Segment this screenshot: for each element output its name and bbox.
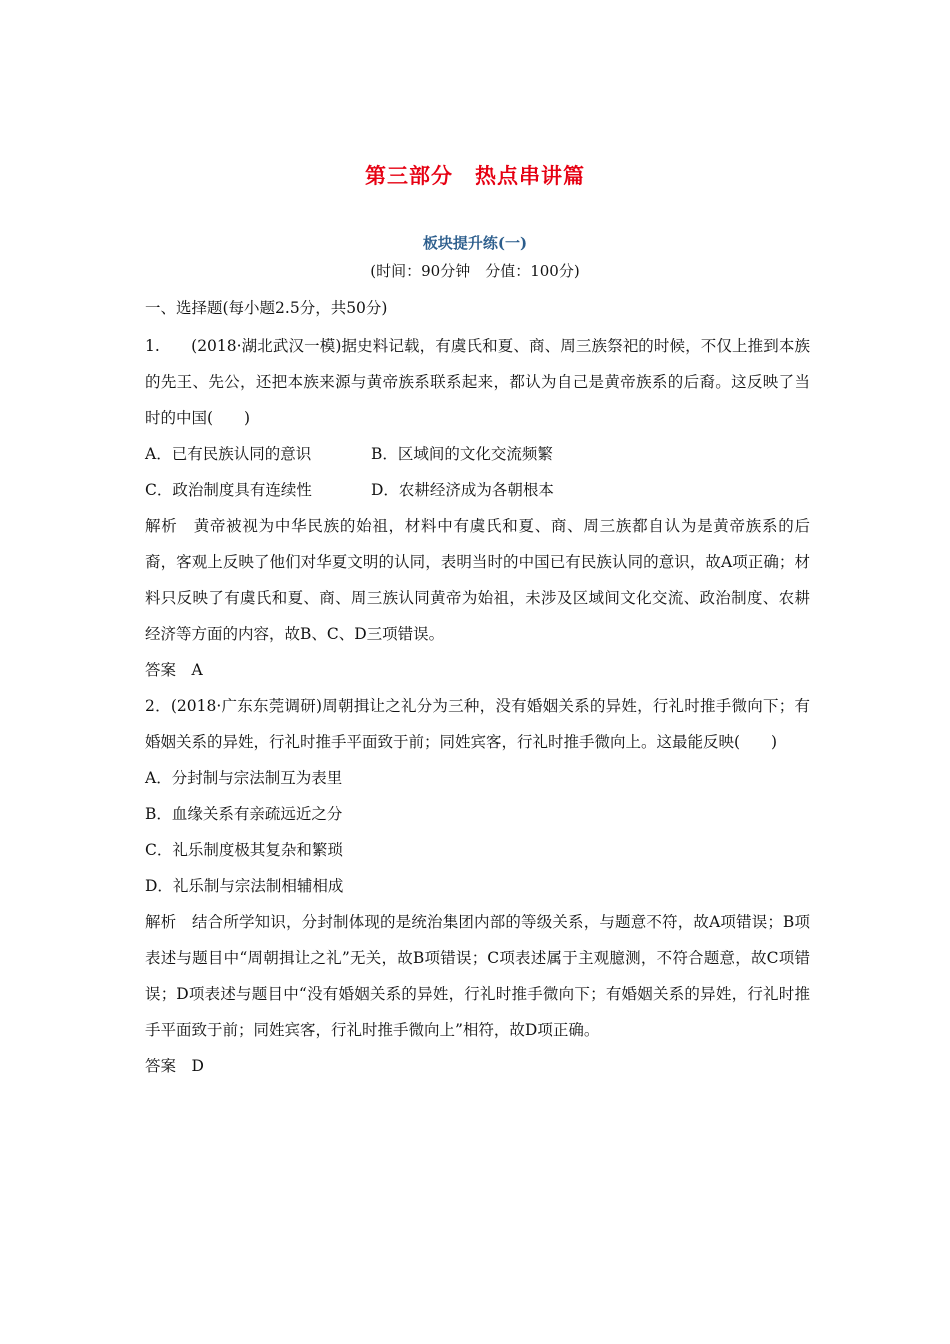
question-1-options-row-1 xyxy=(145,436,810,472)
question-2-analysis: 解析 结合所学知识，分封制体现的是统治集团内部的等级关系，与题意不符，故A项错误；B项表述与题目中“周朝揖让之礼”无关，故B项错误；C项表述属于主观臆测，不符合题意，故C项错误；D项表述与题目中“没有婚姻关系的异姓，行礼时推手微向下；有婚姻关系的异姓，行礼时推手平面致于前；同姓宾客，行礼时推手微向上”相符，故D项正确。 xyxy=(145,913,810,1039)
section-heading: 一、选择题(每小题2.5分，共50分) xyxy=(145,299,388,317)
question-1-options-row-2 xyxy=(145,472,810,508)
question-2-option-a: A．分封制与宗法制互为表里 xyxy=(145,769,343,787)
question-2-option-d: D．礼乐制与宗法制相辅相成 xyxy=(145,877,344,895)
page-title: 第三部分 热点串讲篇 xyxy=(365,163,585,188)
question-1-stem: 1. (2018·湖北武汉一模)据史料记载，有虞氏和夏、商、周三族祭祀的时候，不仅上推到本族的先王、先公，还把本族来源与黄帝族系联系起来，都认为自己是黄帝族系的后裔。这反映了当时的中国( ) xyxy=(145,337,810,427)
question-2-option-b: B．血缘关系有亲疏远近之分 xyxy=(145,805,343,823)
question-1-option-a: A．已有民族认同的意识 xyxy=(145,445,312,463)
question-1-analysis: 解析 黄帝被视为中华民族的始祖，材料中有虞氏和夏、商、周三族都自认为是黄帝族系的后裔，客观上反映了他们对华夏文明的认同，表明当时的中国已有民族认同的意识，故A项正确；材料只反映了有虞氏和夏、商、周三族认同黄帝为始祖，未涉及区域间文化交流、政治制度、农耕经济等方面的内容，故B、C、D三项错误。 xyxy=(145,517,810,643)
question-1-option-b: B．区域间的文化交流频繁 xyxy=(371,445,553,463)
time-score-info: (时间：90分钟 分值：100分) xyxy=(370,262,580,280)
question-2-answer: 答案 D xyxy=(145,1057,204,1075)
question-1-answer: 答案 A xyxy=(145,661,203,679)
exercise-content xyxy=(145,290,810,1084)
section-subtitle: 板块提升练(一) xyxy=(422,234,528,252)
question-2-stem: 2．(2018·广东东莞调研)周朝揖让之礼分为三种，没有婚姻关系的异姓，行礼时推手微向下；有婚姻关系的异姓，行礼时推手平面致于前；同姓宾客，行礼时推手微向上。这最能反映( ) xyxy=(145,697,810,751)
question-1-option-c: C．政治制度具有连续性 xyxy=(145,481,312,499)
question-2-option-c: C．礼乐制度极其复杂和繁琐 xyxy=(145,841,343,859)
question-1-option-d: D．农耕经济成为各朝根本 xyxy=(371,481,554,499)
